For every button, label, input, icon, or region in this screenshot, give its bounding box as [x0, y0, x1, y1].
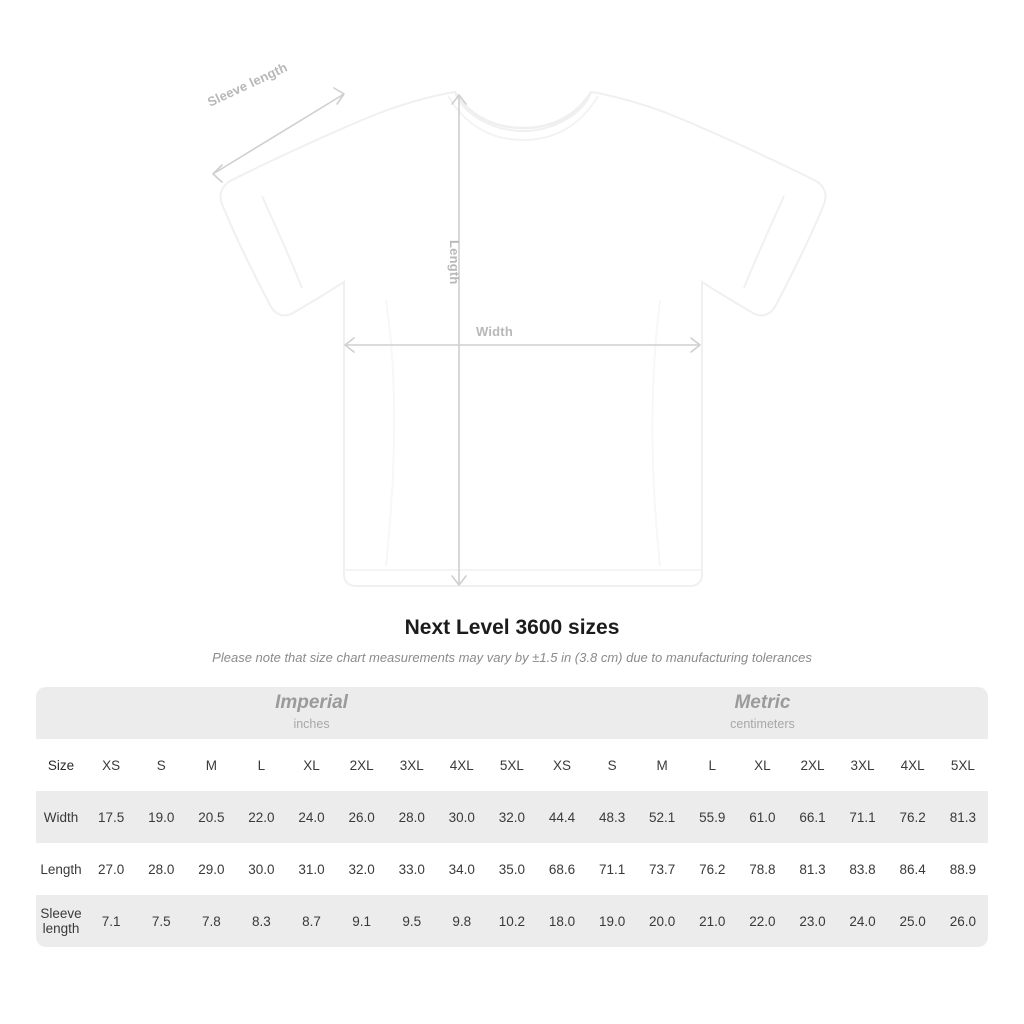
cell: 32.0 — [487, 791, 537, 843]
cell: 86.4 — [888, 843, 938, 895]
cell: 10.2 — [487, 895, 537, 947]
table-row — [36, 843, 988, 895]
cell: 68.6 — [537, 843, 587, 895]
column-header: S — [587, 739, 637, 791]
cell: 19.0 — [136, 791, 186, 843]
row-header-width: Width — [36, 791, 86, 843]
cell: 35.0 — [487, 843, 537, 895]
unit-group-metric-name: Metric — [734, 691, 791, 713]
size-table-wrap — [36, 687, 988, 947]
cell: 61.0 — [737, 791, 787, 843]
tolerance-note: Please note that size chart measurements may vary by ±1.5 in (3.8 cm) due to manufacturing tolerances — [212, 650, 812, 665]
cell: 34.0 — [437, 843, 487, 895]
tshirt-shape — [220, 92, 825, 586]
cell: 52.1 — [637, 791, 687, 843]
cell: 28.0 — [387, 791, 437, 843]
cell: 22.0 — [236, 791, 286, 843]
column-header: XS — [86, 739, 136, 791]
column-header: L — [236, 739, 286, 791]
cell: 22.0 — [737, 895, 787, 947]
column-header: XL — [286, 739, 336, 791]
cell: 27.0 — [86, 843, 136, 895]
cell: 78.8 — [737, 843, 787, 895]
cell: 9.8 — [437, 895, 487, 947]
cell: 26.0 — [938, 895, 988, 947]
table-row — [36, 791, 988, 843]
cell: 8.7 — [286, 895, 336, 947]
column-header-size: Size — [36, 739, 86, 791]
size-table — [36, 687, 988, 947]
title-block — [0, 616, 1024, 665]
unit-group-metric-sub: centimeters — [730, 717, 795, 732]
cell: 20.0 — [637, 895, 687, 947]
cell: 24.0 — [286, 791, 336, 843]
cell: 81.3 — [787, 843, 837, 895]
column-header: 2XL — [787, 739, 837, 791]
cell: 32.0 — [337, 843, 387, 895]
column-header: 4XL — [437, 739, 487, 791]
sleeve-length-label: Sleeve length — [205, 59, 290, 110]
cell: 83.8 — [838, 843, 888, 895]
cell: 19.0 — [587, 895, 637, 947]
column-header: L — [687, 739, 737, 791]
unit-row-spacer — [36, 687, 86, 739]
column-header: 5XL — [487, 739, 537, 791]
cell: 18.0 — [537, 895, 587, 947]
cell: 44.4 — [537, 791, 587, 843]
row-header-sleeve-length: Sleeve length — [36, 895, 86, 947]
column-header: S — [136, 739, 186, 791]
cell: 8.3 — [236, 895, 286, 947]
column-header: 3XL — [838, 739, 888, 791]
unit-group-metric — [537, 687, 988, 739]
cell: 31.0 — [286, 843, 336, 895]
row-header-length: Length — [36, 843, 86, 895]
table-row — [36, 895, 988, 947]
length-label: Length — [447, 240, 462, 285]
unit-header-row — [36, 687, 988, 739]
cell: 9.1 — [337, 895, 387, 947]
cell: 17.5 — [86, 791, 136, 843]
cell: 20.5 — [186, 791, 236, 843]
column-header: XS — [537, 739, 587, 791]
cell: 33.0 — [387, 843, 437, 895]
column-header: XL — [737, 739, 787, 791]
column-header: 4XL — [888, 739, 938, 791]
cell: 55.9 — [687, 791, 737, 843]
cell: 48.3 — [587, 791, 637, 843]
cell: 81.3 — [938, 791, 988, 843]
unit-group-imperial-name: Imperial — [275, 691, 348, 713]
cell: 24.0 — [838, 895, 888, 947]
cell: 28.0 — [136, 843, 186, 895]
column-header: M — [637, 739, 687, 791]
cell: 23.0 — [787, 895, 837, 947]
cell: 26.0 — [337, 791, 387, 843]
unit-group-imperial-sub: inches — [293, 717, 330, 732]
cell: 21.0 — [687, 895, 737, 947]
cell: 71.1 — [587, 843, 637, 895]
width-label: Width — [476, 324, 513, 339]
cell: 76.2 — [687, 843, 737, 895]
column-header: 2XL — [337, 739, 387, 791]
column-header: 5XL — [938, 739, 988, 791]
unit-group-imperial — [86, 687, 537, 739]
size-header-row — [36, 739, 988, 791]
cell: 76.2 — [888, 791, 938, 843]
column-header: 3XL — [387, 739, 437, 791]
cell: 29.0 — [186, 843, 236, 895]
cell: 7.8 — [186, 895, 236, 947]
cell: 71.1 — [838, 791, 888, 843]
cell: 73.7 — [637, 843, 687, 895]
cell: 66.1 — [787, 791, 837, 843]
cell: 88.9 — [938, 843, 988, 895]
cell: 30.0 — [437, 791, 487, 843]
page-title: Next Level 3600 sizes — [404, 616, 620, 639]
cell: 30.0 — [236, 843, 286, 895]
column-header: M — [186, 739, 236, 791]
cell: 25.0 — [888, 895, 938, 947]
cell: 7.1 — [86, 895, 136, 947]
cell: 9.5 — [387, 895, 437, 947]
cell: 7.5 — [136, 895, 186, 947]
